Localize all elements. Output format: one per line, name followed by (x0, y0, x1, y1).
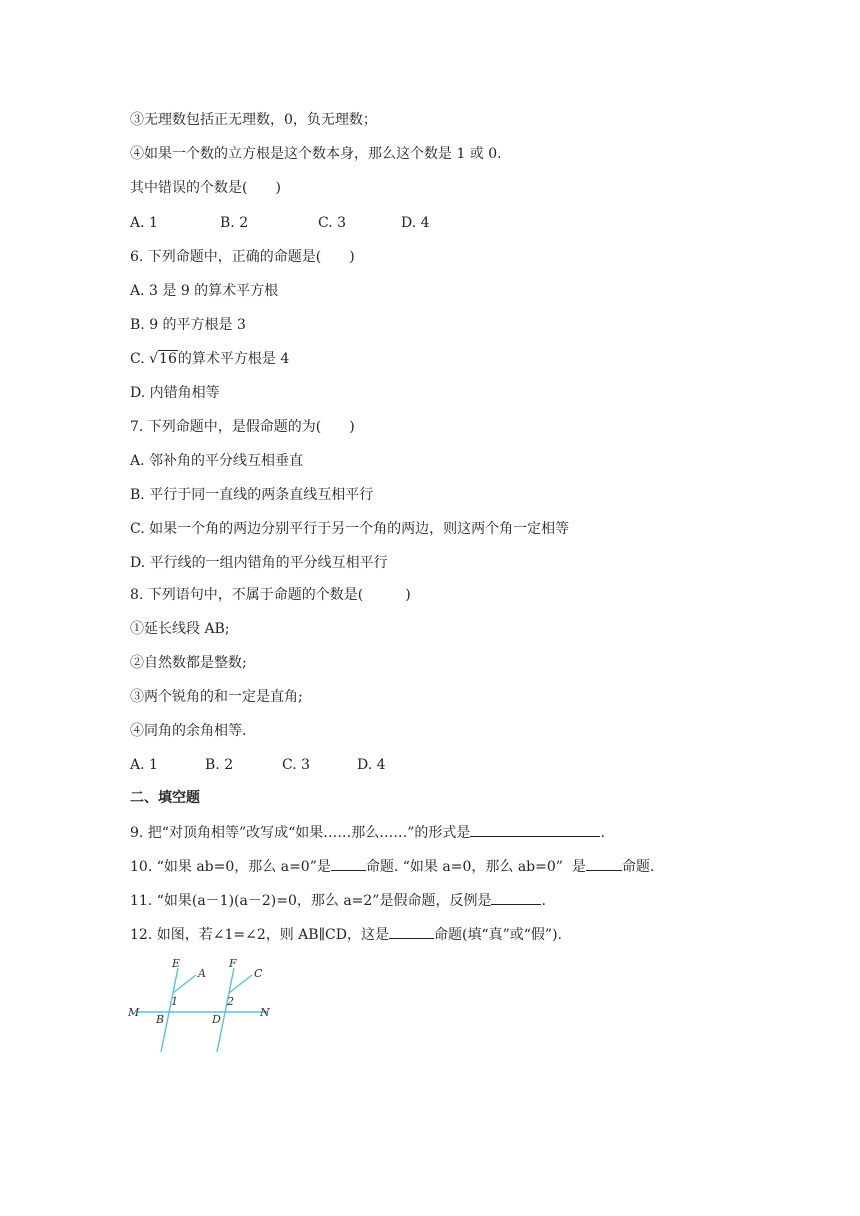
q12-end: 命题(填“真”或“假”). (433, 927, 562, 943)
q8-option-c: C. 3 (282, 757, 311, 773)
q10-part1: 10. “如果 ab=0，那么 a=0”是 (130, 859, 331, 875)
q6-option-b: B. 9 的平方根是 3 (130, 317, 246, 333)
q8-item2: ②自然数都是整数; (130, 655, 247, 671)
q5-item4: ④如果一个数的立方根是这个数本身，那么这个数是 1 或 0. (130, 146, 502, 162)
q6-radicand: 16 (159, 351, 177, 367)
q10-part2: 命题. “如果 a=0，那么 ab=0” 是 (365, 859, 586, 875)
q6-option-d: D. 内错角相等 (130, 385, 220, 401)
q9-text: 9. 把“对顶角相等”改写成“如果……那么……”的形式是 (130, 825, 471, 841)
q10-part3: 命题. (621, 859, 655, 875)
q8-stem: 8. 下列语句中，不属于命题的个数是( ) (130, 587, 411, 603)
q7-option-b: B. 平行于同一直线的两条直线互相平行 (130, 487, 374, 503)
label-c: C (254, 967, 263, 980)
line-eb (161, 968, 178, 1052)
q5-stem: 其中错误的个数是( ) (130, 180, 281, 196)
q11-text: 11. “如果(a－1)(a－2)=0，那么 a=2”是假命题，反例是 (130, 893, 492, 909)
q6-stem: 6. 下列命题中，正确的命题是( ) (130, 249, 355, 265)
q8-item3: ③两个锐角的和一定是直角; (130, 689, 303, 705)
q11 (130, 890, 546, 910)
q5-option-c: C. 3 (318, 215, 347, 231)
q6-option-c (130, 350, 289, 368)
q5-options (130, 214, 430, 232)
q5-option-b: B. 2 (220, 215, 249, 231)
q6-option-a: A. 3 是 9 的算术平方根 (130, 283, 279, 299)
q7-stem: 7. 下列命题中，是假命题的为( ) (130, 419, 355, 435)
label-e: E (172, 957, 181, 970)
q11-answer-blank[interactable] (491, 890, 541, 905)
q12-text: 12. 如图，若∠1=∠2，则 AB∥CD，这是 (130, 927, 389, 943)
q10-answer-blank-2[interactable] (586, 856, 622, 871)
label-a: A (198, 967, 206, 980)
q11-end: . (541, 893, 546, 909)
q12 (130, 924, 562, 944)
q5-option-d: D. 4 (401, 215, 430, 231)
section-title: 二、填空题 (130, 790, 200, 806)
label-angle-2: 2 (227, 995, 234, 1008)
q6-option-c-suffix: 的算术平方根是 4 (177, 351, 290, 367)
label-f: F (229, 957, 237, 970)
q10 (130, 856, 654, 876)
q8-options (130, 756, 386, 774)
q7-option-c: C. 如果一个角的两边分别平行于另一个角的两边，则这两个角一定相等 (130, 521, 570, 537)
q9-answer-blank[interactable] (470, 822, 600, 837)
parallel-lines-figure (128, 955, 273, 1055)
q7-option-a: A. 邻补角的平分线互相垂直 (130, 453, 304, 469)
q5-item3: ③无理数包括正无理数，0，负无理数； (130, 112, 377, 128)
q6-option-c-prefix: C. (130, 351, 150, 367)
label-b: B (156, 1013, 165, 1026)
label-n: N (260, 1006, 270, 1019)
q8-option-b: B. 2 (205, 757, 234, 773)
label-m: M (128, 1006, 140, 1019)
q8-item4: ④同角的余角相等. (130, 723, 247, 739)
q8-item1: ①延长线段 AB; (130, 621, 230, 637)
sqrt-symbol: √16 (149, 351, 177, 367)
line-fd (217, 968, 234, 1052)
label-angle-1: 1 (171, 995, 178, 1008)
q5-option-a: A. 1 (130, 215, 158, 231)
q9-end: . (600, 825, 605, 841)
q8-option-d: D. 4 (357, 757, 386, 773)
q10-answer-blank-1[interactable] (331, 856, 366, 871)
q12-answer-blank[interactable] (389, 924, 434, 939)
q7-option-d: D. 平行线的一组内错角的平分线互相平行 (130, 555, 388, 571)
q8-option-a: A. 1 (130, 757, 158, 773)
q9 (130, 822, 605, 842)
label-d: D (212, 1013, 221, 1026)
